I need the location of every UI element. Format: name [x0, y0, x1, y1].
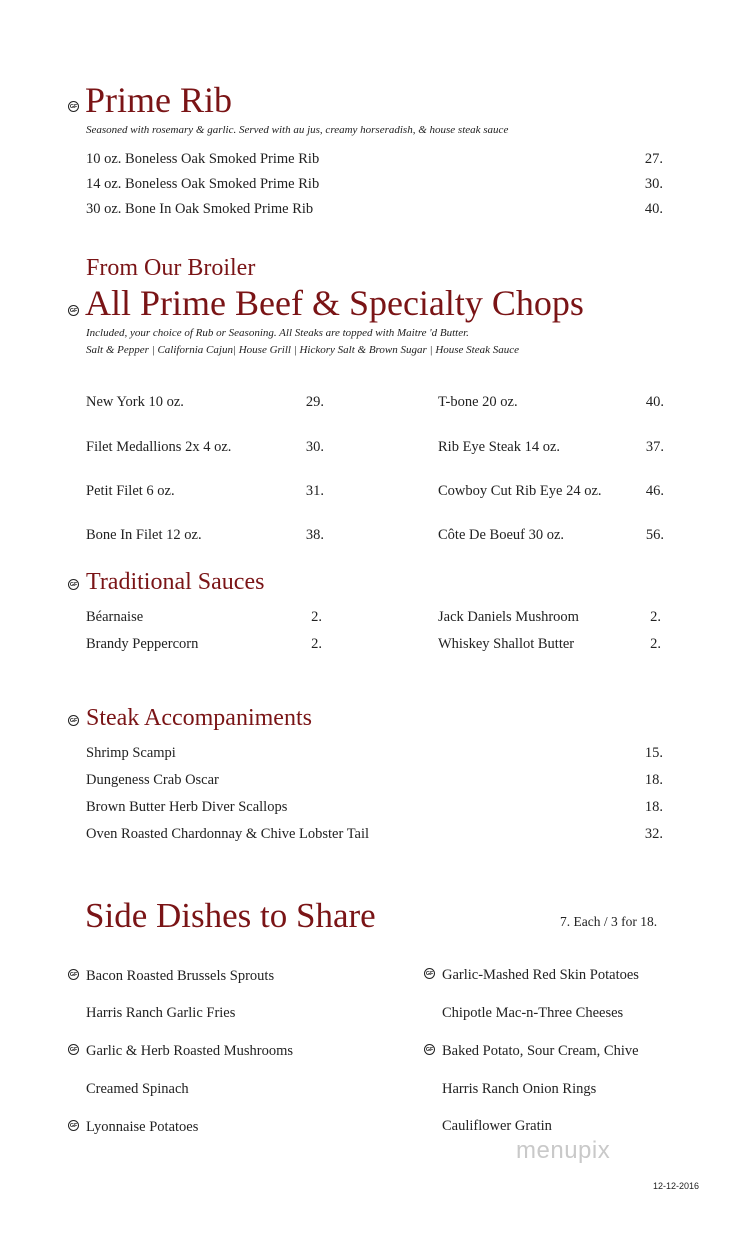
- gluten-free-icon: GF: [424, 968, 435, 979]
- menu-item-name: Whiskey Shallot Butter: [438, 636, 575, 652]
- gluten-free-icon: GF: [68, 969, 79, 980]
- watermark: menupix: [516, 1137, 611, 1164]
- prime-rib-title: Prime Rib: [85, 80, 233, 120]
- side-dish-name: Bacon Roasted Brussels Sprouts: [86, 968, 275, 984]
- broiler-seasonings: Salt & Pepper | California Cajun| House Grill | Hickory Salt & Brown Sugar | House Steak Sauce: [86, 344, 520, 356]
- menu-item-price: 46.: [645, 483, 664, 499]
- menu-item-name: New York 10 oz.: [86, 394, 184, 410]
- menu-item-price: 15.: [644, 745, 663, 761]
- gluten-free-icon: GF: [68, 1044, 79, 1055]
- sides-title: Side Dishes to Share: [85, 896, 376, 935]
- menu-item-name: Filet Medallions 2x 4 oz.: [86, 439, 232, 455]
- accompaniments-title: Steak Accompaniments: [86, 705, 312, 731]
- menu-item-name: Oven Roasted Chardonnay & Chive Lobster Tail: [86, 826, 370, 842]
- menu-item-name: Béarnaise: [86, 609, 144, 625]
- menu-item-price: 31.: [305, 483, 324, 499]
- menu-item-price: 2.: [311, 609, 322, 625]
- menu-item-price: 37.: [645, 439, 664, 455]
- menu-item-name: 10 oz. Boneless Oak Smoked Prime Rib: [86, 151, 320, 167]
- menu-item-name: Dungeness Crab Oscar: [86, 772, 219, 788]
- menu-item-name: Jack Daniels Mushroom: [438, 609, 579, 625]
- menu-item-price: 2.: [650, 609, 661, 625]
- side-dish-name: Baked Potato, Sour Cream, Chive: [442, 1043, 639, 1059]
- broiler-subtitle: From Our Broiler: [86, 255, 256, 281]
- menu-item-price: 30.: [644, 176, 663, 192]
- side-dish-name: Garlic-Mashed Red Skin Potatoes: [442, 967, 639, 983]
- gluten-free-icon: GF: [68, 101, 79, 112]
- side-dish-name: Harris Ranch Onion Rings: [442, 1081, 597, 1097]
- gluten-free-icon: GF: [424, 1044, 435, 1055]
- side-dish-name: Creamed Spinach: [86, 1081, 189, 1097]
- menu-item-price: 40.: [645, 394, 664, 410]
- side-dish-name: Garlic & Herb Roasted Mushrooms: [86, 1043, 293, 1059]
- menu-item-price: 56.: [645, 527, 664, 543]
- menu-item-price: 29.: [305, 394, 324, 410]
- prime-rib-description: Seasoned with rosemary & garlic. Served with au jus, creamy horseradish, & house steak sauce: [86, 124, 509, 136]
- side-dish-name: Cauliflower Gratin: [442, 1118, 552, 1134]
- menu-item-price: 2.: [650, 636, 661, 652]
- gluten-free-icon: GF: [68, 1120, 79, 1131]
- gluten-free-icon: GF: [68, 715, 79, 726]
- menu-item-price: 40.: [644, 201, 663, 217]
- sauces-title: Traditional Sauces: [86, 569, 265, 595]
- menu-item-name: Brown Butter Herb Diver Scallops: [86, 799, 288, 815]
- menu-item-price: 27.: [644, 151, 663, 167]
- menu-item-name: Shrimp Scampi: [86, 745, 176, 761]
- menu-item-price: 38.: [305, 527, 324, 543]
- sides-price-note: 7. Each / 3 for 18.: [560, 914, 658, 929]
- gluten-free-icon: GF: [68, 305, 79, 316]
- menu-item-price: 2.: [311, 636, 322, 652]
- menu-item-name: T-bone 20 oz.: [438, 394, 518, 410]
- menu-item-name: Petit Filet 6 oz.: [86, 483, 175, 499]
- menu-item-price: 30.: [305, 439, 324, 455]
- gluten-free-icon: GF: [68, 579, 79, 590]
- side-dish-name: Lyonnaise Potatoes: [86, 1119, 199, 1135]
- menu-item-name: 14 oz. Boneless Oak Smoked Prime Rib: [86, 176, 320, 192]
- broiler-title: All Prime Beef & Specialty Chops: [85, 283, 584, 323]
- side-dish-name: Chipotle Mac-n-Three Cheeses: [442, 1005, 624, 1021]
- menu-item-price: 18.: [644, 799, 663, 815]
- menu-item-name: Côte De Boeuf 30 oz.: [438, 527, 565, 543]
- menu-item-price: 18.: [644, 772, 663, 788]
- menu-item-name: Rib Eye Steak 14 oz.: [438, 439, 561, 455]
- menu-item-name: Cowboy Cut Rib Eye 24 oz.: [438, 483, 602, 499]
- broiler-description: Included, your choice of Rub or Seasoning. All Steaks are topped with Maitre 'd Butter.: [86, 327, 469, 339]
- menu-item-name: Brandy Peppercorn: [86, 636, 199, 652]
- footer-date: 12-12-2016: [653, 1181, 700, 1191]
- menu-item-price: 32.: [644, 826, 663, 842]
- side-dish-name: Harris Ranch Garlic Fries: [86, 1005, 236, 1021]
- menu-item-name: Bone In Filet 12 oz.: [86, 527, 202, 543]
- menu-item-name: 30 oz. Bone In Oak Smoked Prime Rib: [86, 201, 314, 217]
